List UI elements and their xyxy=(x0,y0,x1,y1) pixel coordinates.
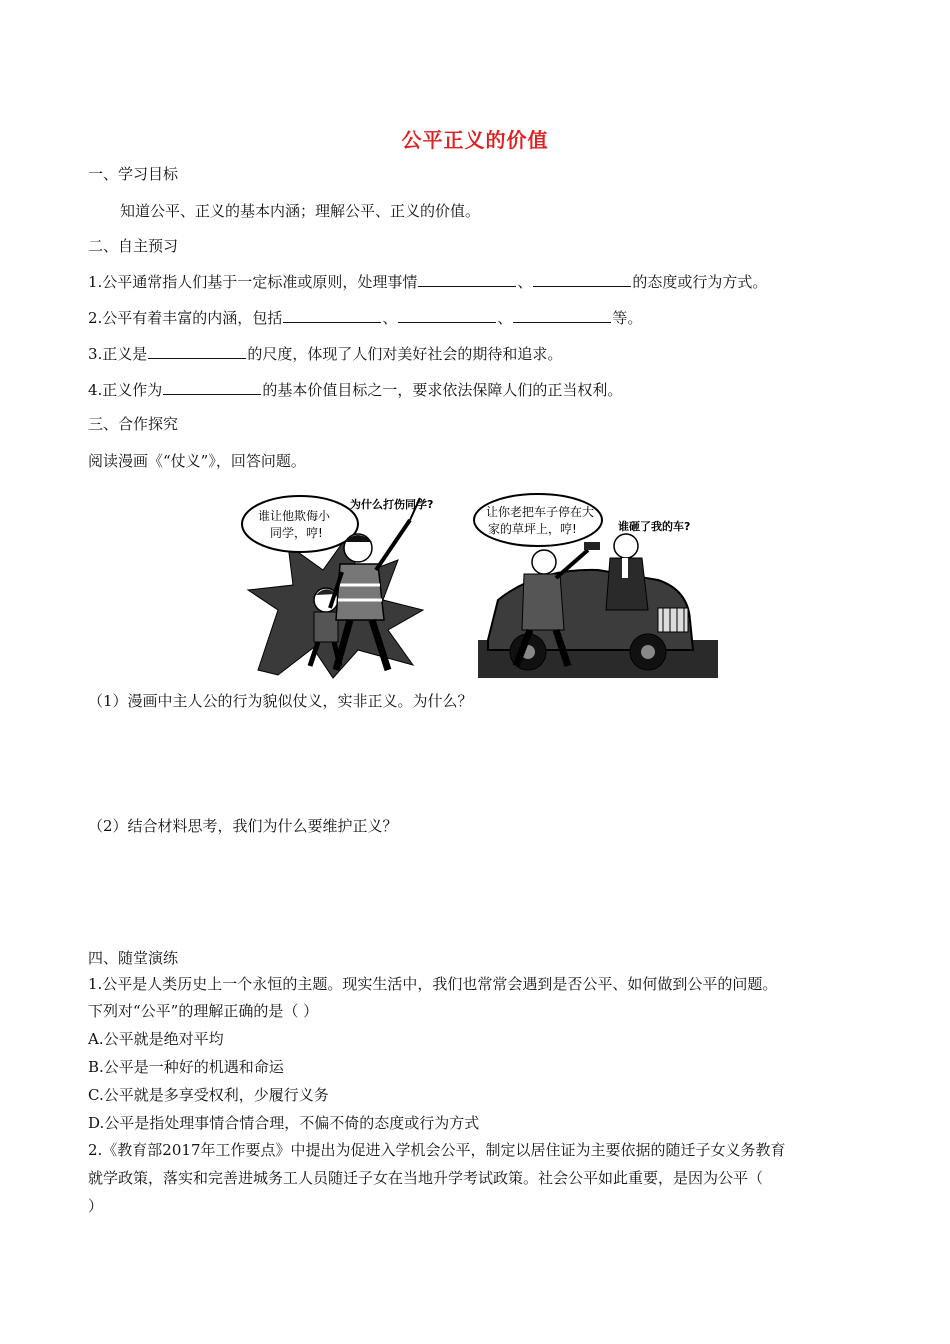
option-a[interactable]: A.公平就是绝对平均 xyxy=(88,1030,224,1048)
bubble-text: 同学，哼! xyxy=(270,526,323,540)
answer-blank[interactable] xyxy=(148,344,246,359)
inquiry-question-2: （2）结合材料思考，我们为什么要维护正义？ xyxy=(88,817,398,835)
speech-bubble xyxy=(242,496,358,552)
preview-question-3: 3.正义是 的尺度，体现了人们对美好社会的期待和追求。 xyxy=(88,345,563,363)
answer-blank[interactable] xyxy=(418,272,516,287)
option-d[interactable]: D.公平是指处理事情合情合理，不偏不倚的态度或行为方式 xyxy=(88,1114,480,1132)
option-c[interactable]: C.公平就是多享受权利，少履行义务 xyxy=(88,1086,329,1104)
section-4-heading: 四、随堂演练 xyxy=(88,949,179,967)
cartoon-intro: 阅读漫画《“仗义”》，回答问题。 xyxy=(88,452,306,470)
practice-question-2-line3: ） xyxy=(88,1197,104,1215)
owner-figure xyxy=(606,534,648,610)
learning-goal-text: 知道公平、正义的基本内涵；理解公平、正义的价值。 xyxy=(120,202,481,220)
bubble-text: 谁让他欺侮小 xyxy=(258,509,331,523)
preview-question-4: 4.正义作为 的基本价值目标之一，要求依法保障人们的正当权利。 xyxy=(88,381,623,399)
practice-question-2-line1: 2.《教育部2017年工作要点》中提出为促进入学机会公平，制定以居住证为主要依据的随迁子女义务教育 xyxy=(88,1141,786,1159)
preview-question-1: 1.公平通常指人们基于一定标准或原则，处理事情 、 的态度或行为方式。 xyxy=(88,273,768,291)
preview-question-2: 2.公平有着丰富的内涵，包括 、 、 等。 xyxy=(88,309,643,327)
page-title: 公平正义的价值 xyxy=(401,128,549,152)
inquiry-question-1: （1）漫画中主人公的行为貌似仗义，实非正义。为什么？ xyxy=(88,692,473,710)
answer-blank[interactable] xyxy=(398,308,496,323)
answer-blank[interactable] xyxy=(533,272,631,287)
practice-question-1-line1: 1.公平是人类历史上一个永恒的主题。现实生活中，我们也常常会遇到是否公平、如何做到公平的问题。 xyxy=(88,975,778,993)
section-1-heading: 一、学习目标 xyxy=(88,165,179,183)
option-b[interactable]: B.公平是一种好的机遇和命运 xyxy=(88,1058,284,1076)
section-3-heading: 三、合作探究 xyxy=(88,415,179,433)
answer-blank[interactable] xyxy=(163,380,261,395)
cartoon-illustration xyxy=(238,490,722,680)
practice-question-2-line2: 就学政策，落实和完善进城务工人员随迁子女在当地升学考试政策。社会公平如此重要，是因为公平（ xyxy=(88,1169,764,1187)
answer-blank[interactable] xyxy=(283,308,381,323)
bubble-text: 让你老把车子停在大 xyxy=(486,505,595,519)
answer-blank[interactable] xyxy=(513,308,611,323)
caption-text: 为什么打伤同学? xyxy=(350,498,434,511)
bubble-text: 家的草坪上，哼! xyxy=(488,522,577,536)
caption-text: 谁砸了我的车? xyxy=(618,520,691,533)
speech-bubble xyxy=(474,494,602,546)
section-2-heading: 二、自主预习 xyxy=(88,237,179,255)
practice-question-1-line2: 下列对“公平”的理解正确的是（ ） xyxy=(88,1002,319,1020)
